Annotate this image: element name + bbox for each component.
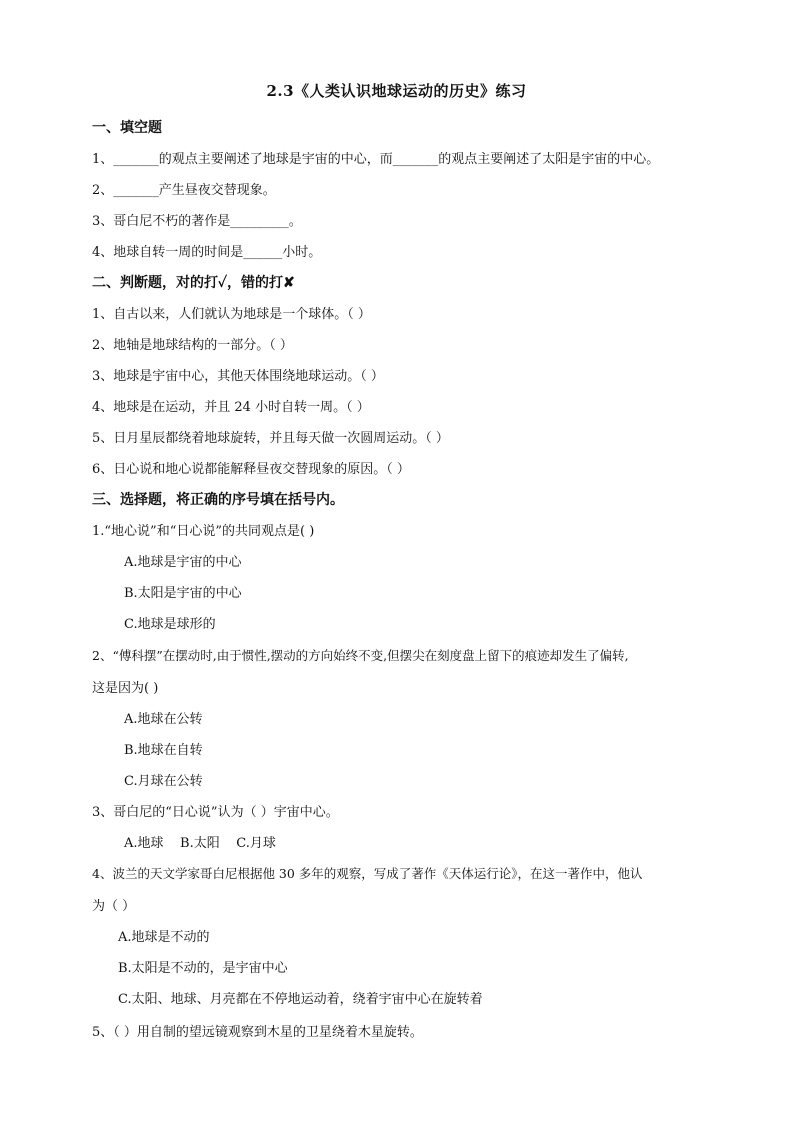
choice-q3-options: A.地球 B.太阳 C.月球 <box>124 836 276 851</box>
choice-q2-option-c: C.月球在公转 <box>124 774 203 789</box>
choice-q4-option-b: B.太阳是不动的，是宇宙中心 <box>118 961 288 976</box>
true-false-item-2: 2、地轴是地球结构的一部分。（ ） <box>92 338 293 353</box>
choice-q1-option-c: C.地球是球形的 <box>124 617 216 632</box>
choice-q4-stem-line1: 4、波兰的天文学家哥白尼根据他 30 多年的观察，写成了著作《天体运行论》，在这一著作中，他认 <box>92 866 643 881</box>
choice-q1-option-b: B.太阳是宇宙的中心 <box>124 586 242 601</box>
choice-q2-option-a: A.地球在公转 <box>124 712 203 727</box>
choice-q5-stem: 5、（ ）用自制的望远镜观察到木星的卫星绕着木星旋转。 <box>92 1025 423 1040</box>
true-false-item-3: 3、地球是宇宙中心，其他天体围绕地球运动。（ ） <box>92 369 384 384</box>
choice-q4-stem-line2: 为（ ） <box>92 899 136 914</box>
fill-blank-item-4: 4、地球自转一周的时间是______小时。 <box>92 245 322 260</box>
section-true-false-heading: 二、判断题，对的打✓，错的打✘ <box>92 275 295 291</box>
choice-q4-option-c: C.太阳、地球、月亮都在不停地运动着，绕着宇宙中心在旋转着 <box>118 992 483 1007</box>
true-false-item-4: 4、地球是在运动，并且 24 小时自转一周。（ ） <box>92 400 370 415</box>
choice-q4-option-a: A.地球是不动的 <box>118 930 210 945</box>
fill-blank-item-2: 2、_______产生昼夜交替现象。 <box>92 183 276 198</box>
choice-q2-option-b: B.地球在自转 <box>124 743 203 758</box>
choice-q3-stem: 3、哥白尼的“日心说”认为（ ）宇宙中心。 <box>92 805 339 820</box>
choice-q1-stem: 1.“地心说”和“日心说”的共同观点是( ) <box>92 524 315 539</box>
section-fill-blank-heading: 一、填空题 <box>92 120 162 136</box>
fill-blank-item-3: 3、哥白尼不朽的著作是_________。 <box>92 214 302 229</box>
true-false-item-6: 6、日心说和地心说都能解释昼夜交替现象的原因。（ ） <box>92 462 410 477</box>
fill-blank-item-1: 1、_______的观点主要阐述了地球是宇宙的中心，而_______的观点主要阐述了太阳是宇宙的中心。 <box>92 152 660 167</box>
choice-q2-stem-line1: 2、“傅科摆”在摆动时,由于惯性,摆动的方向始终不变,但摆尖在刻度盘上留下的痕迹却发生了偏转, <box>92 648 629 663</box>
true-false-item-1: 1、自古以来，人们就认为地球是一个球体。（ ） <box>92 307 371 322</box>
section-choice-heading: 三、选择题，将正确的序号填在括号内。 <box>92 492 344 508</box>
choice-q1-option-a: A.地球是宇宙的中心 <box>124 555 242 570</box>
true-false-item-5: 5、日月星辰都绕着地球旋转，并且每天做一次圆周运动。（ ） <box>92 431 449 446</box>
choice-q2-stem-line2: 这是因为( ) <box>92 681 159 696</box>
page-title: 2.3《人类认识地球运动的历史》练习 <box>266 82 527 100</box>
